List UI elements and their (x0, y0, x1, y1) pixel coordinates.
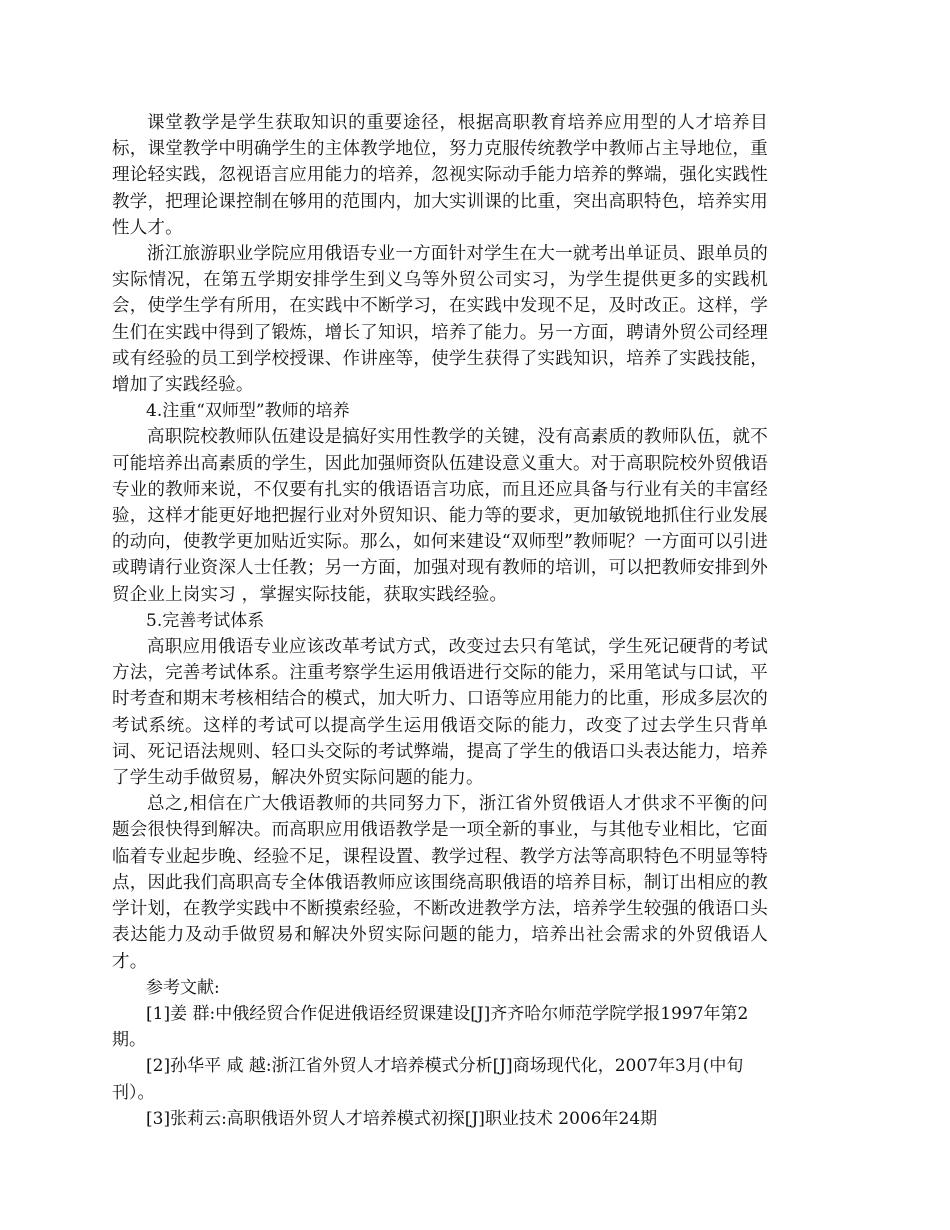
section-heading-exam-system: 5.完善考试体系 (146, 610, 265, 631)
references-heading: 参考文献: (146, 977, 220, 998)
document-page (112, 110, 768, 1132)
reference-item-1: [1]姜 群:中俄经贸合作促进俄语经贸课建设[J]齐齐哈尔师范学院学报1997年第2期。 (112, 1003, 749, 1051)
section-heading-dual-teacher: 4.注重“双师型”教师的培养 (146, 401, 350, 422)
paragraph-teacher-team: 高职院校教师队伍建设是搞好实用性教学的关键，没有高素质的教师队伍，就不可能培养出高素质的学生，因此加强师资队伍建设意义重大。对于高职院校外贸俄语专业的教师来说，不仅要有扎实的俄语语言功底，而且还应具备与行业有关的丰富经验，这样才能更好地把握行业对外贸知识、能力等的要求，更加敏锐地抓住行业发展的动向，使教学更加贴近实际。那么，如何来建设“双师型”教师呢？一方面可以引进或聘请行业资深人士任教；另一方面，加强对现有教师的培训，可以把教师安排到外贸企业上岗实习 ，掌握实际技能，获取实践经验。 (112, 427, 768, 605)
paragraph-exam-reform: 高职应用俄语专业应该改革考试方式，改变过去只有笔试，学生死记硬背的考试方法，完善考试体系。注重考察学生运用俄语进行交际的能力，采用笔试与口试，平时考查和期末考核相结合的模式，加大听力、口语等应用能力的比重，形成多层次的考试系统。这样的考试可以提高学生运用俄语交际的能力，改变了过去学生只背单词、死记语法规则、轻口头交际的考试弊端，提高了学生的俄语口头表达能力，培养了学生动手做贸易，解决外贸实际问题的能力。 (112, 637, 768, 789)
reference-item-3: [3]张莉云:高职俄语外贸人才培养模式初探[J]职业技术 2006年24期 (146, 1108, 658, 1129)
paragraph-zhejiang-practice: 浙江旅游职业学院应用俄语专业一方面针对学生在大一就考出单证员、跟单员的实际情况，在第五学期安排学生到义乌等外贸公司实习，为学生提供更多的实践机会，使学生学有所用，在实践中不断学习，在实践中发现不足，及时改正。这样，学生们在实践中得到了锻炼，增长了知识，培养了能力。另一方面，聘请外贸公司经理或有经验的员工到学校授课、作讲座等，使学生获得了实践知识，培养了实践技能，增加了实践经验。 (112, 244, 768, 396)
reference-item-2: [2]孙华平 咸 越:浙江省外贸人才培养模式分析[J]商场现代化，2007年3月(中旬刊）。 (112, 1056, 744, 1103)
paragraph-conclusion: 总之,相信在广大俄语教师的共同努力下，浙江省外贸俄语人才供求不平衡的问题会很快得到解决。而高职应用俄语教学是一项全新的事业，与其他专业相比，它面临着专业起步晚、经验不足，课程设置、教学过程、教学方法等高职特色不明显等特点，因此我们高职高专全体俄语教师应该围绕高职俄语的培养目标，制订出相应的教学计划，在教学实践中不断摸索经验，不断改进教学方法，培养学生较强的俄语口头表达能力及动手做贸易和解决外贸实际问题的能力，培养出社会需求的外贸俄语人才。 (112, 794, 768, 972)
paragraph-classroom-teaching: 课堂教学是学生获取知识的重要途径，根据高职教育培养应用型的人才培养目标，课堂教学中明确学生的主体教学地位，努力克服传统教学中教师占主导地位，重理论轻实践，忽视语言应用能力的培养，忽视实际动手能力培养的弊端，强化实践性教学，把理论课控制在够用的范围内，加大实训课的比重，突出高职特色，培养实用性人才。 (112, 113, 768, 238)
